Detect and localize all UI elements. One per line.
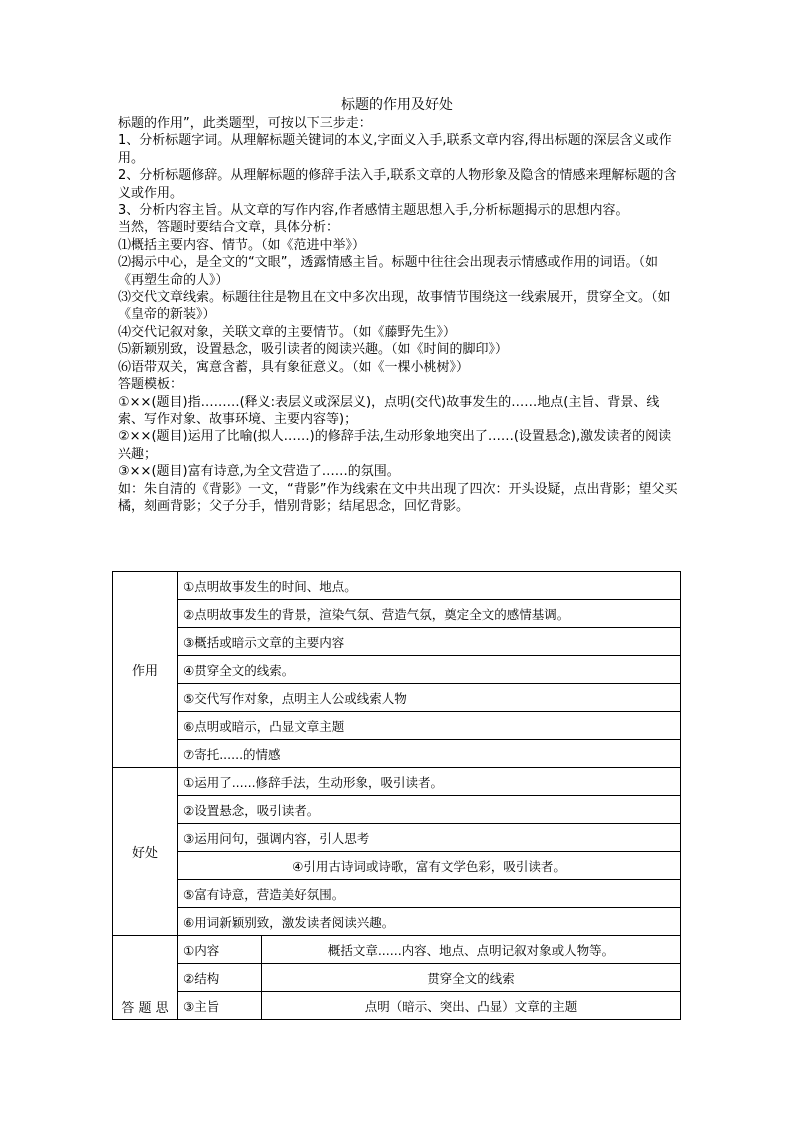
summary-table (112, 571, 681, 1020)
table-cell: ④引用古诗词或诗歌，富有文学色彩，吸引读者。 (178, 852, 681, 880)
intro-line: 2、分析标题修辞。从理解标题的修辞手法入手,联系文章的人物形象及隐含的情感来理解标题的含义或作用。 (118, 168, 677, 201)
table-cell: ③运用问句，强调内容，引人思考 (178, 824, 681, 852)
table-cell: ⑤交代写作对象，点明主人公或线索人物 (178, 684, 681, 712)
table-row (113, 600, 681, 628)
intro-line: ③××(题目)富有诗意,为全文营造了……的氛围。 (118, 464, 400, 480)
table-key-cell: ①内容 (178, 936, 262, 964)
intro-line: 当然，答题时要结合文章，具体分析： (118, 220, 340, 236)
table-cell: ②点明故事发生的背景，渲染气氛、营造气氛，奠定全文的感情基调。 (178, 600, 681, 628)
intro-line: ①××(题目)指………(释义:表层义或深层义)，点明(交代)故事发生的……地点(主旨、背景、线索、写作对象、故事环境、主要内容等)； (118, 394, 660, 427)
table-cell: ⑦寄托......的情感 (178, 740, 681, 768)
intro-line: 标题的作用”，此类题型，可按以下三步走： (118, 116, 372, 131)
intro-line: ⑵揭示中心，是全文的“文眼”，透露情感主旨。标题中往往会出现表示情感或作用的词语。（如《再塑生命的人》） (118, 255, 658, 288)
table-row (113, 908, 681, 936)
intro-line: ⑴概括主要内容、情节。（如《范进中举》） (118, 237, 366, 253)
table-value-cell: 概括文章......内容、地点、点明记叙对象或人物等。 (262, 936, 681, 964)
table-value-cell: 点明（暗示、突出、凸显）文章的主题 (262, 992, 681, 1020)
table-cell: ①运用了......修辞手法，生动形象，吸引读者。 (178, 768, 681, 796)
table-key-cell: ②结构 (178, 964, 262, 992)
intro-line: 1、分析标题字词。从理解标题关键词的本义,字面义入手,联系文章内容,得出标题的深层含义或作用。 (118, 133, 672, 166)
category-zuoyong: 作用 (113, 572, 178, 768)
intro-line: ⑹语带双关，寓意含蓄，具有象征意义。（如《一棵小桃树》） (118, 359, 470, 375)
table-row (113, 880, 681, 908)
table-cell: ⑥用词新颖别致，激发读者阅读兴趣。 (178, 908, 681, 936)
category-datisi: 答 题 思 (113, 936, 178, 1020)
page-title: 标题的作用及好处 (341, 97, 453, 113)
table-row (113, 796, 681, 824)
intro-line: 答题模板： (118, 377, 184, 393)
table-row (113, 852, 681, 880)
table-cell: ③概括或暗示文章的主要内容 (178, 628, 681, 656)
intro-line: ⑸新颖别致，设置悬念，吸引读者的阅读兴趣。（如《时间的脚印》） (118, 342, 509, 358)
table-cell: ⑥点明或暗示，凸显文章主题 (178, 712, 681, 740)
intro-line: ②××(题目)运用了比喻(拟人……)的修辞手法,生动形象地突出了……(设置悬念),激发读者的阅读兴趣； (118, 429, 672, 462)
table-row (113, 740, 681, 768)
intro-line: ⑶交代文章线索。标题往往是物且在文中多次出现，故事情节围绕这一线索展开，贯穿全文。（如《皇帝的新装》） (118, 290, 671, 323)
table-row (113, 656, 681, 684)
category-haochu: 好处 (113, 768, 178, 936)
table-row (113, 628, 681, 656)
intro-text (118, 115, 678, 515)
table-cell: ②设置悬念，吸引读者。 (178, 796, 681, 824)
intro-line: 如：朱自清的《背影》一文，“背影”作为线索在文中共出现了四次：开头设疑，点出背影；望父买橘，刻画背影；父子分手，惜别背影；结尾思念，回忆背影。 (118, 481, 678, 514)
table-cell: ④贯穿全文的线索。 (178, 656, 681, 684)
table-row (113, 684, 681, 712)
table-cell: ①点明故事发生的时间、地点。 (178, 572, 681, 600)
intro-line: 3、分析内容主旨。从文章的写作内容,作者感情主题思想入手,分析标题揭示的思想内容。 (118, 203, 629, 219)
table-row (113, 768, 681, 796)
table-row (113, 964, 681, 992)
intro-line: ⑷交代记叙对象，关联文章的主要情节。（如《藤野先生》） (118, 324, 457, 340)
table-value-cell: 贯穿全文的线索 (262, 964, 681, 992)
table-cell: ⑤富有诗意，营造美好氛围。 (178, 880, 681, 908)
table-row (113, 712, 681, 740)
table-row (113, 572, 681, 600)
table-row (113, 936, 681, 964)
table-row (113, 824, 681, 852)
table-key-cell: ③主旨 (178, 992, 262, 1020)
table-row (113, 992, 681, 1020)
